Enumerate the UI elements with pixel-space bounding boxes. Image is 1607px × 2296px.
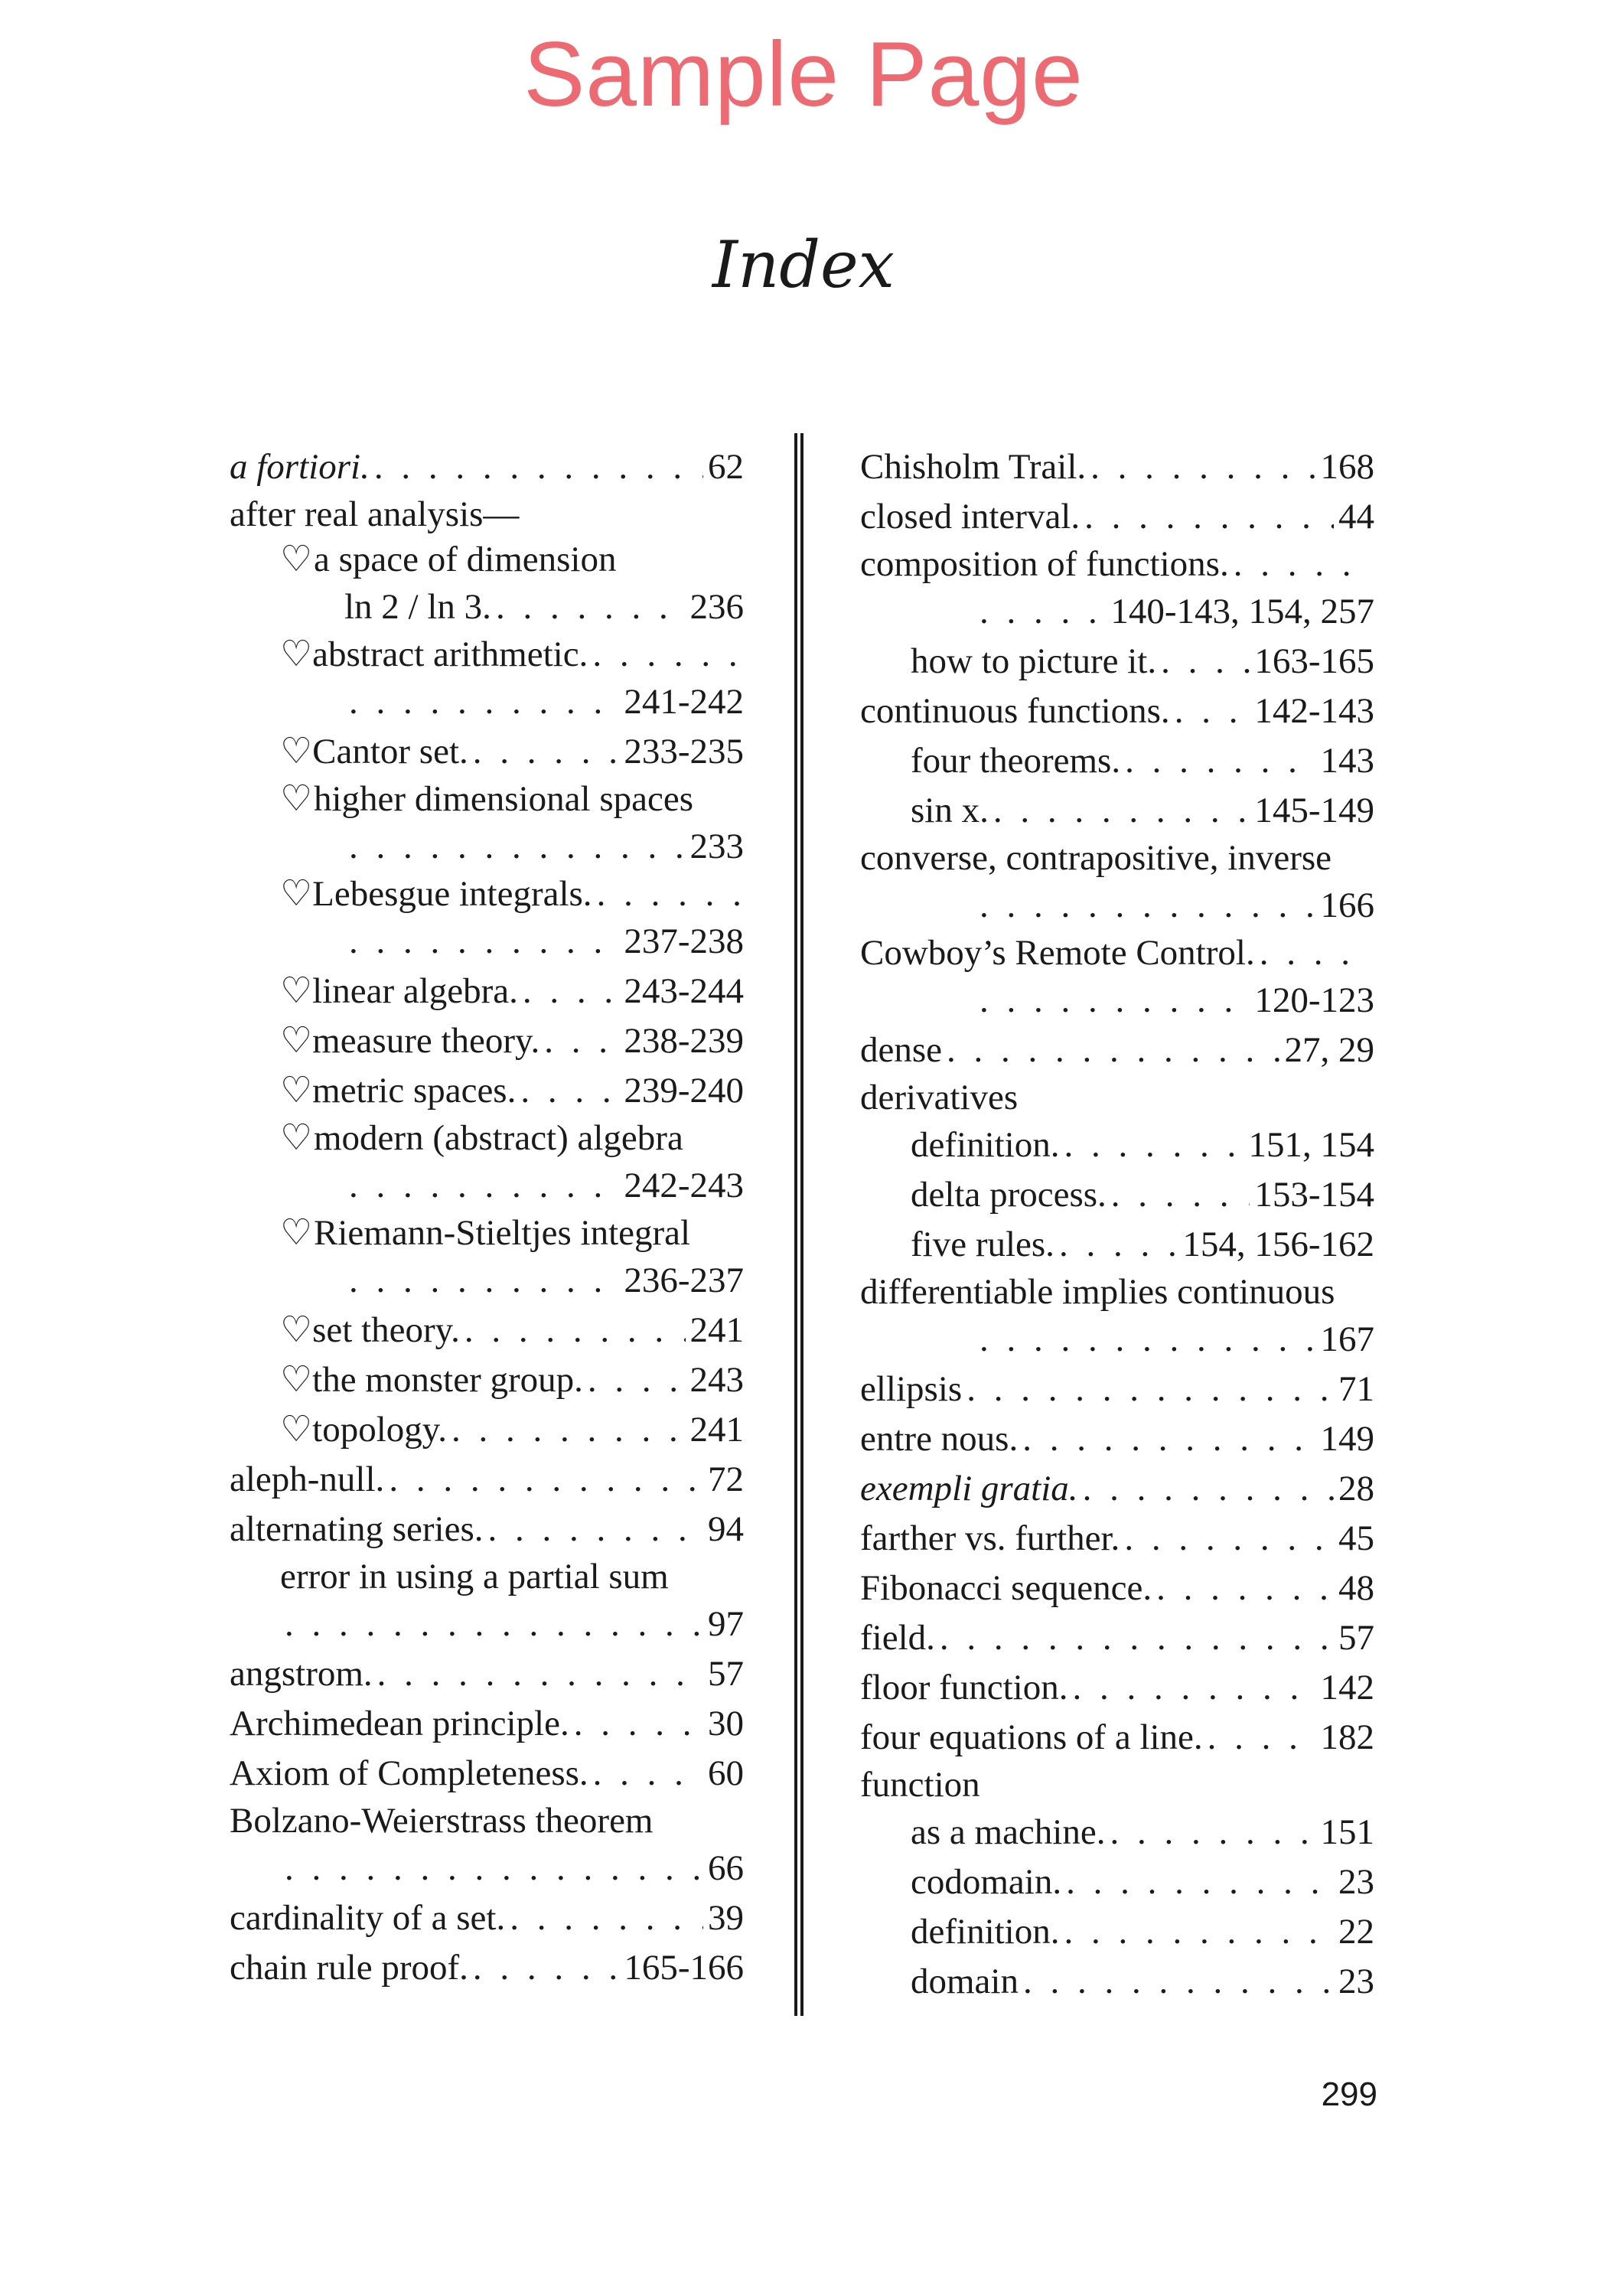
index-pages: 241 — [689, 1310, 744, 1350]
index-term: angstrom. — [230, 1654, 373, 1694]
index-term: definition. — [911, 1125, 1060, 1165]
index-pages: 167 — [1320, 1319, 1374, 1359]
index-term: four equations of a line. — [860, 1717, 1203, 1757]
index-pages: 72 — [708, 1459, 744, 1499]
index-pages: 143 — [1320, 741, 1374, 781]
index-pages: 236-237 — [624, 1261, 744, 1300]
index-pages: 97 — [708, 1604, 744, 1644]
index-term: field. — [860, 1618, 935, 1658]
index-pages: 23 — [1338, 1862, 1374, 1902]
index-pages: 39 — [708, 1898, 744, 1938]
index-pages: 94 — [708, 1509, 744, 1549]
index-term: how to picture it. — [911, 641, 1157, 681]
index-pages: 23 — [1338, 1962, 1374, 2001]
index-term: Archimedean principle. — [230, 1704, 569, 1743]
index-term: alternating series. — [230, 1509, 484, 1549]
index-pages: 45 — [1338, 1518, 1374, 1558]
index-pages: 48 — [1338, 1568, 1374, 1608]
index-pages: 22 — [1338, 1912, 1374, 1952]
index-pages: 154, 156-162 — [1182, 1225, 1374, 1264]
index-term: dense — [860, 1030, 943, 1070]
index-term: after real analysis— — [230, 494, 520, 534]
heart-icon: ♡ — [280, 971, 313, 1011]
index-pages: 241-242 — [624, 682, 744, 722]
index-term: entre nous. — [860, 1419, 1019, 1459]
index-term: continuous functions. — [860, 691, 1170, 731]
index-pages: 239-240 — [624, 1071, 744, 1110]
index-term: error in using a partial sum — [280, 1557, 669, 1596]
index-term: cardinality of a set. — [230, 1898, 506, 1938]
index-term: as a machine. — [911, 1812, 1106, 1852]
index-pages: 168 — [1320, 447, 1374, 487]
index-term: the monster group. — [312, 1360, 583, 1400]
index-term: abstract arithmetic. — [312, 634, 588, 674]
index-pages: 243 — [689, 1360, 744, 1400]
index-pages: 142 — [1320, 1668, 1374, 1707]
index-term: Fibonacci sequence. — [860, 1568, 1152, 1608]
index-term: higher dimensional spaces — [314, 779, 693, 819]
heart-icon: ♡ — [280, 1310, 313, 1350]
index-pages: 233-235 — [624, 732, 744, 771]
index-pages: 142-143 — [1254, 691, 1374, 731]
sample-page-banner: Sample Page — [523, 23, 1084, 126]
index-pages: 238-239 — [624, 1021, 744, 1061]
index-term: ln 2 / ln 3. — [344, 587, 491, 627]
index-pages: 242-243 — [624, 1166, 744, 1205]
index-pages: 30 — [708, 1704, 744, 1743]
heart-icon: ♡ — [280, 1118, 313, 1158]
page-number: 299 — [1321, 2076, 1377, 2113]
index-term: function — [860, 1765, 980, 1805]
index-pages: 163-165 — [1254, 641, 1374, 681]
index-term: metric spaces. — [312, 1071, 517, 1110]
index-term: sin x. — [911, 791, 989, 830]
index-term: a fortiori. — [230, 447, 370, 487]
index-term: five rules. — [911, 1225, 1054, 1264]
index-term: delta process. — [911, 1175, 1107, 1215]
index-column-left — [230, 442, 744, 1993]
index-term: ellipsis — [860, 1369, 963, 1409]
index-term: Riemann-Stieltjes integral — [314, 1213, 691, 1253]
heart-icon: ♡ — [280, 779, 313, 819]
index-term: linear algebra. — [312, 971, 518, 1011]
index-pages: 182 — [1320, 1717, 1374, 1757]
index-pages: 57 — [708, 1654, 744, 1694]
heart-icon: ♡ — [280, 1360, 313, 1400]
heart-icon: ♡ — [280, 874, 313, 914]
index-term: Chisholm Trail. — [860, 447, 1087, 487]
index-pages: 44 — [1338, 497, 1374, 536]
index-pages: 60 — [708, 1753, 744, 1793]
index-pages: 151 — [1320, 1812, 1374, 1852]
index-term: differentiable implies continuous — [860, 1272, 1335, 1312]
heart-icon: ♡ — [280, 540, 313, 579]
index-pages: 27, 29 — [1284, 1030, 1374, 1070]
index-term: a space of dimension — [314, 540, 617, 579]
index-pages: 233 — [689, 827, 744, 866]
index-pages: 28 — [1338, 1469, 1374, 1508]
index-pages: 165-166 — [624, 1948, 744, 1988]
column-divider — [794, 433, 804, 2016]
index-term: derivatives — [860, 1078, 1019, 1117]
index-pages: 71 — [1338, 1369, 1374, 1409]
index-term: codomain. — [911, 1862, 1062, 1902]
index-pages: 149 — [1320, 1419, 1374, 1459]
index-term: composition of functions. — [860, 544, 1229, 584]
index-pages: 153-154 — [1254, 1175, 1374, 1215]
page-title: Index — [712, 227, 895, 302]
index-term: four theorems. — [911, 741, 1121, 781]
index-term: chain rule proof. — [230, 1948, 468, 1988]
index-pages: 151, 154 — [1248, 1125, 1374, 1165]
index-pages: 236 — [689, 587, 744, 627]
index-term: exempli gratia. — [860, 1469, 1078, 1508]
index-term: Bolzano-Weierstrass theorem — [230, 1801, 654, 1841]
index-pages: 166 — [1320, 885, 1374, 925]
index-term: Cowboy’s Remote Control. — [860, 933, 1255, 973]
index-pages: 66 — [708, 1848, 744, 1888]
heart-icon: ♡ — [280, 1071, 313, 1110]
index-pages: 57 — [1338, 1618, 1374, 1658]
index-pages: 241 — [689, 1410, 744, 1450]
index-pages: 237-238 — [624, 921, 744, 961]
index-term: converse, contrapositive, inverse — [860, 838, 1332, 878]
index-column-right — [860, 442, 1374, 2007]
index-term: Cantor set. — [312, 732, 468, 771]
index-term: Lebesgue integrals. — [312, 874, 592, 914]
index-term: set theory. — [312, 1310, 460, 1350]
index-term: farther vs. further. — [860, 1518, 1120, 1558]
index-term: definition. — [911, 1912, 1060, 1952]
heart-icon: ♡ — [280, 1021, 313, 1061]
index-pages: 120-123 — [1254, 980, 1374, 1020]
index-term: topology. — [312, 1410, 447, 1450]
index-term: closed interval. — [860, 497, 1081, 536]
index-pages: 62 — [708, 447, 744, 487]
index-term: aleph-null. — [230, 1459, 385, 1499]
index-pages: 140-143, 154, 257 — [1110, 592, 1374, 631]
heart-icon: ♡ — [280, 1213, 313, 1253]
index-term: domain — [911, 1962, 1019, 2001]
index-term: Axiom of Completeness. — [230, 1753, 588, 1793]
index-pages: 145-149 — [1254, 791, 1374, 830]
index-term: modern (abstract) algebra — [314, 1118, 683, 1158]
index-pages: 243-244 — [624, 971, 744, 1011]
index-term: floor function. — [860, 1668, 1068, 1707]
heart-icon: ♡ — [280, 732, 313, 771]
heart-icon: ♡ — [280, 1410, 313, 1450]
heart-icon: ♡ — [280, 634, 313, 674]
index-term: measure theory. — [312, 1021, 540, 1061]
